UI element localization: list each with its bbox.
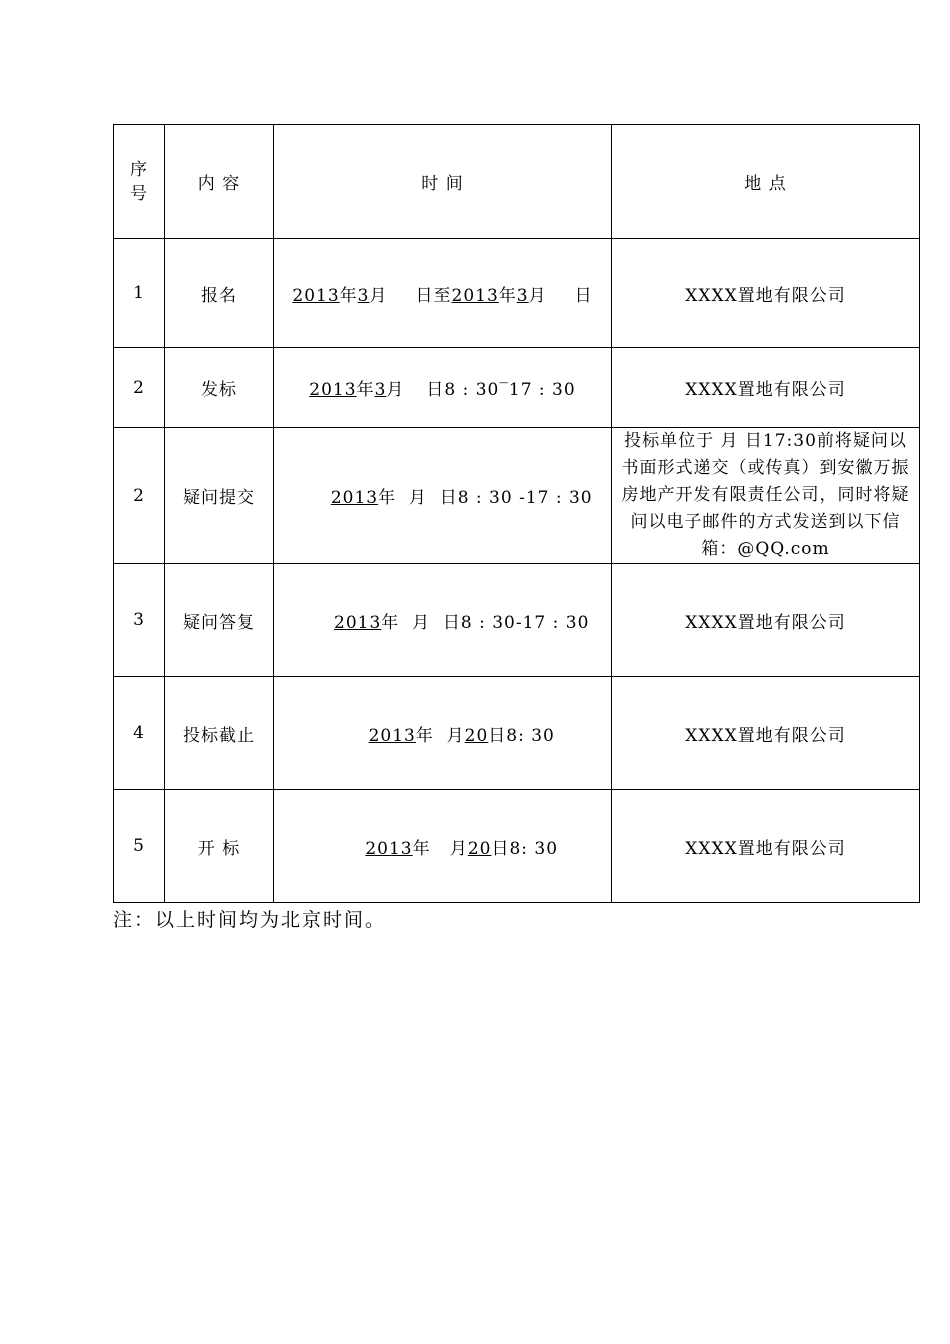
row-no: 1 [114,239,165,348]
schedule-table [113,124,920,903]
row-place: XXXX置地有限公司 [612,564,920,677]
row-no: 3 [114,564,165,677]
row-time: 2013年3月 日8 : 30‾17 : 30 [274,348,612,428]
row-place: XXXX置地有限公司 [612,790,920,903]
row-place: XXXX置地有限公司 [612,677,920,790]
row-time: 2013年 月20日8: 30 [274,677,612,790]
table-row [114,428,920,564]
row-place-note: 投标单位于 月 日17:30前将疑问以书面形式递交（或传真）到安徽万振房地产开发有限责任公司，同时将疑问以电子邮件的方式发送到以下信箱：@QQ.com [612,428,920,564]
header-place: 地 点 [612,125,920,239]
row-place: XXXX置地有限公司 [612,348,920,428]
row-place: XXXX置地有限公司 [612,239,920,348]
row-item: 投标截止 [165,677,274,790]
row-time: 2013年 月 日8 : 30-17 : 30 [274,564,612,677]
header-time: 时 间 [274,125,612,239]
table-header-row [114,125,920,239]
row-time: 2013年3月 日至2013年3月 日 [274,239,612,348]
table-row [114,790,920,903]
row-item: 疑问提交 [165,428,274,564]
header-seq: 序 号 [114,125,165,239]
row-no: 2 [114,348,165,428]
footnote: 注：以上时间均为北京时间。 [113,909,387,931]
row-item: 疑问答复 [165,564,274,677]
row-item: 报名 [165,239,274,348]
table-row [114,677,920,790]
row-no: 4 [114,677,165,790]
row-item: 开 标 [165,790,274,903]
row-item: 发标 [165,348,274,428]
row-no: 5 [114,790,165,903]
table-row [114,348,920,428]
table-row [114,239,920,348]
row-no: 2 [114,428,165,564]
row-time: 2013年 月20日8: 30 [274,790,612,903]
header-item: 内 容 [165,125,274,239]
row-time: 2013年 月 日8 : 30 -17 : 30 [274,428,612,564]
table-row [114,564,920,677]
